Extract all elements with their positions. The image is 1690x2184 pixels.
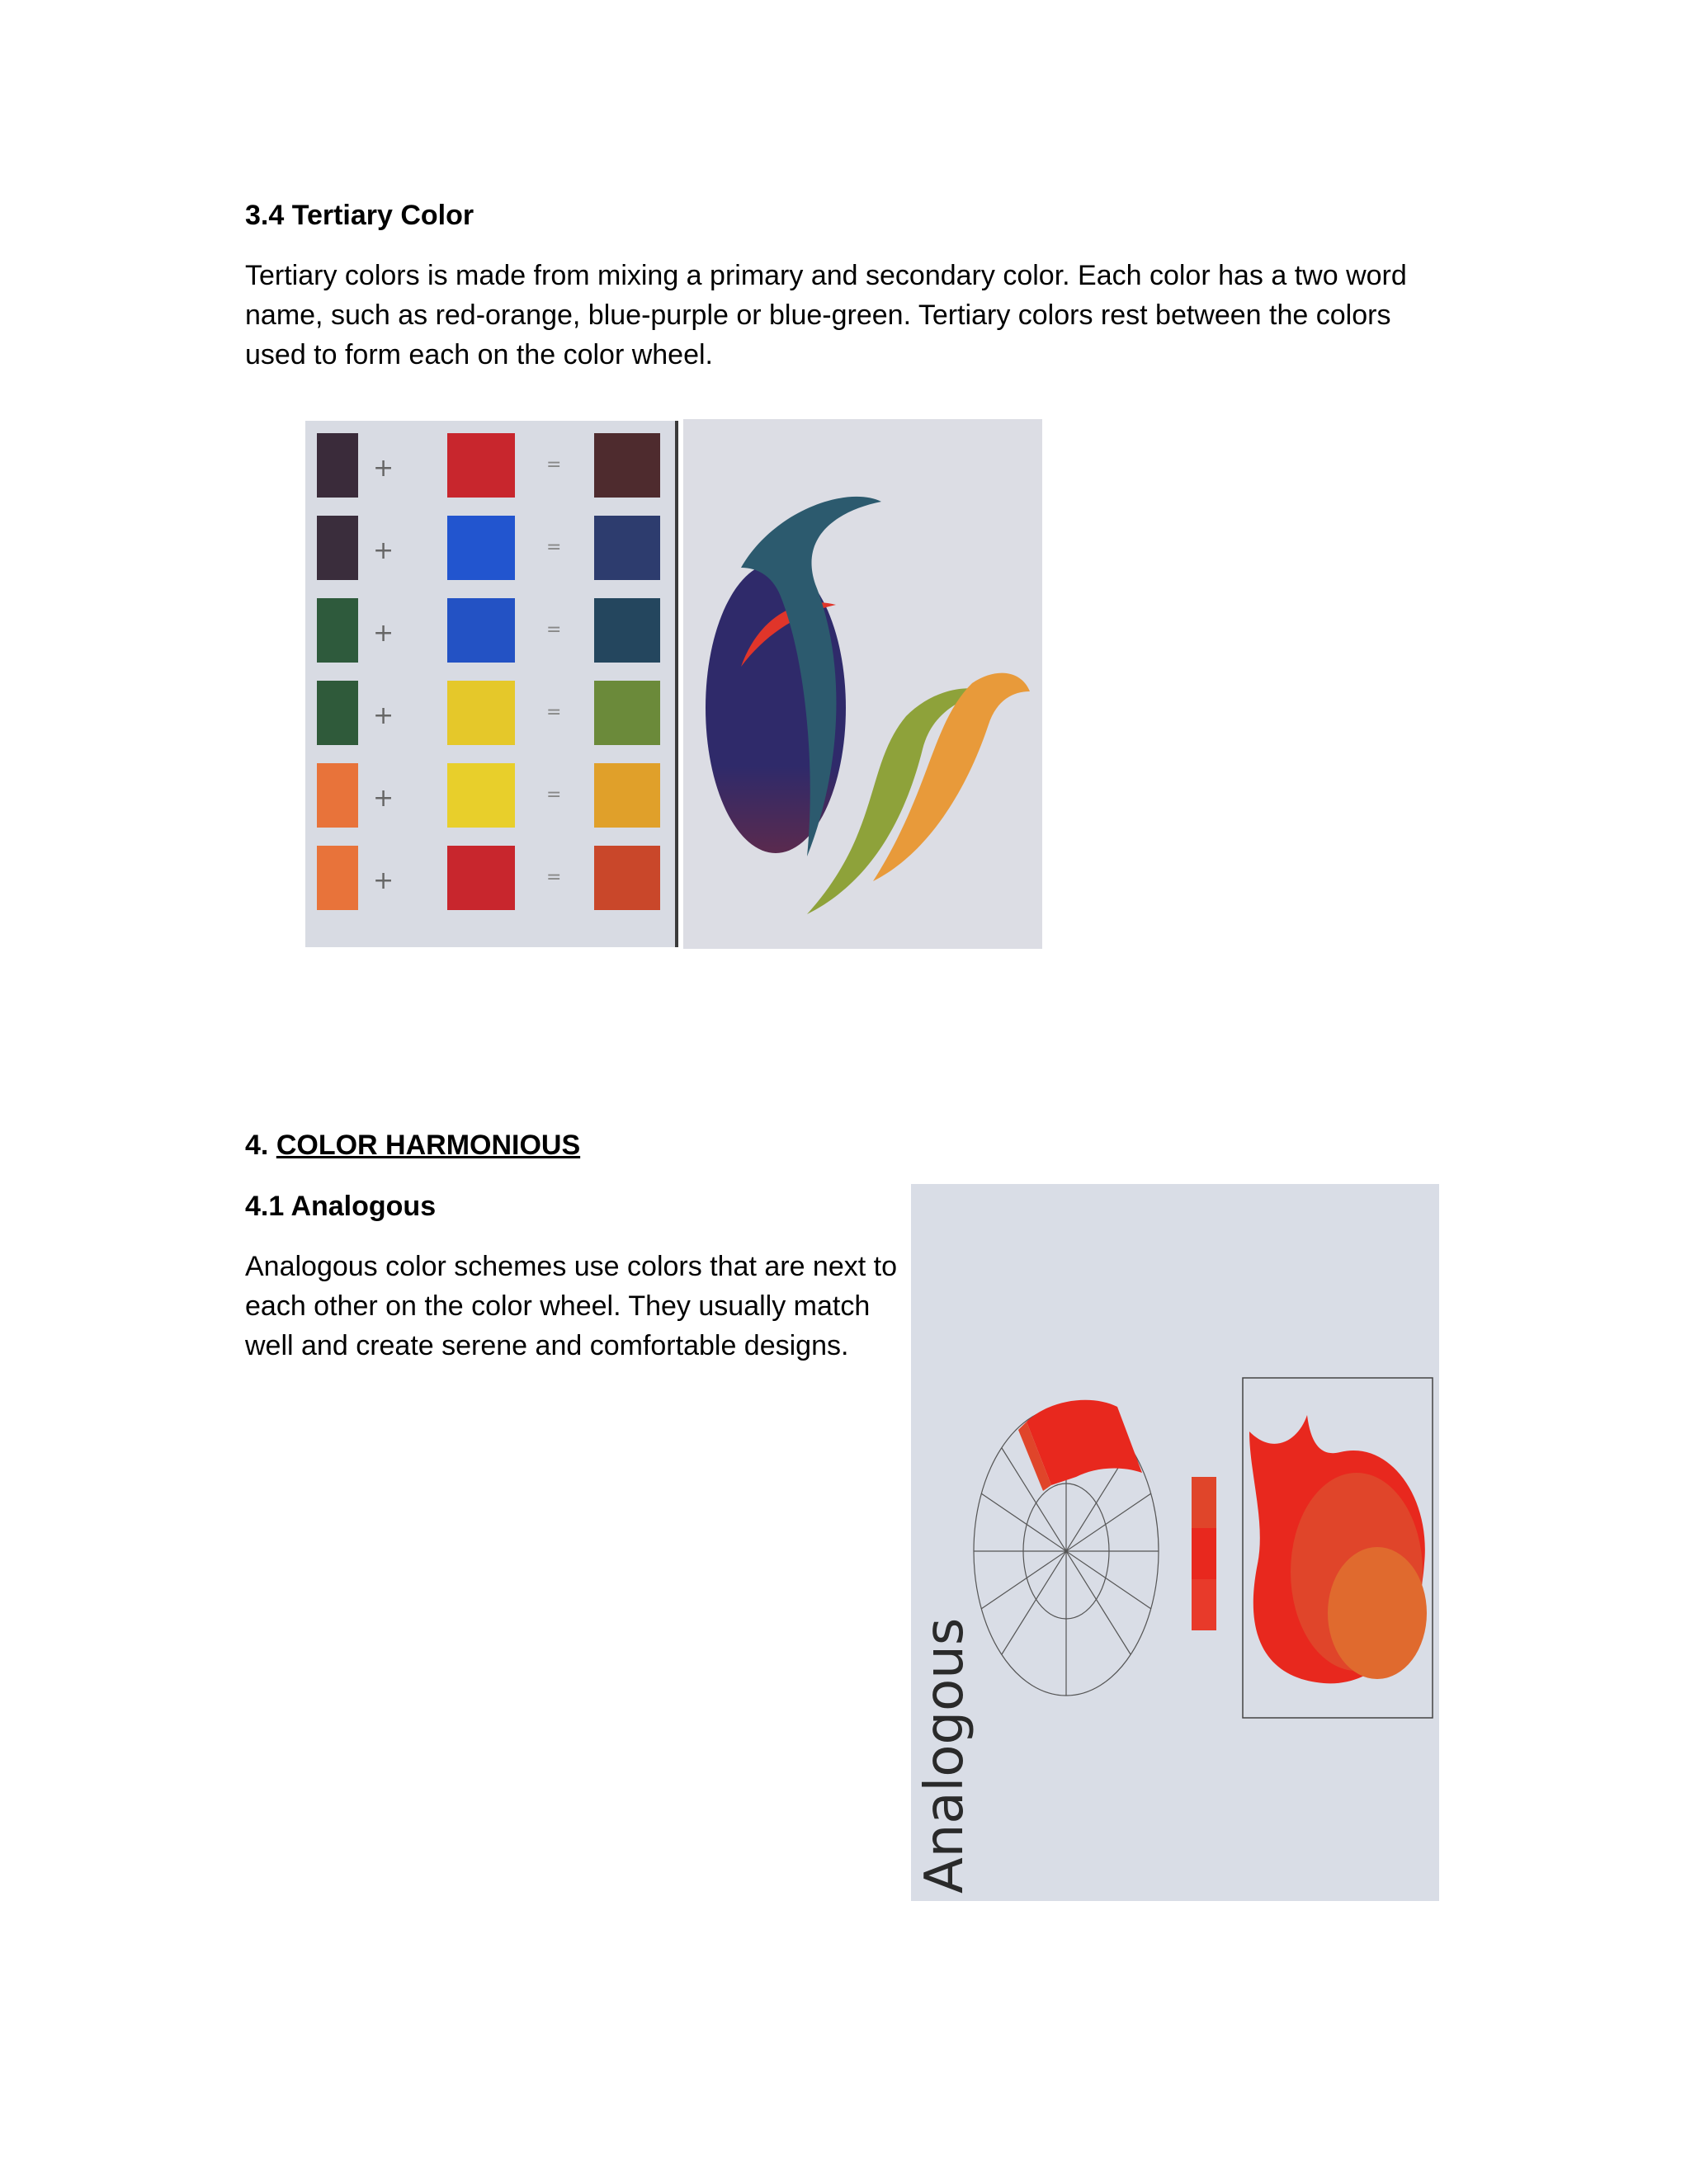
tertiary-artwork-image — [683, 419, 1042, 949]
paragraph-line: Analogous color schemes use colors that are next to — [245, 1251, 897, 1282]
tertiary-mixing-chart-image — [305, 421, 678, 947]
mix-plus-sign: + — [373, 866, 394, 895]
swatch-red-2 — [1192, 1579, 1216, 1630]
swatch-red — [1192, 1528, 1216, 1579]
paragraph-line: used to form each on the color wheel. — [245, 339, 713, 370]
mix-plus-sign: + — [373, 454, 394, 483]
flame-orange — [1328, 1547, 1427, 1679]
mix-plus-sign: + — [373, 536, 394, 565]
mix-equals-sign: = — [546, 455, 562, 475]
mix-swatch-result — [594, 846, 660, 910]
mix-swatch-result — [594, 763, 660, 828]
paragraph-line: well and create serene and comfortable designs. — [245, 1330, 849, 1361]
mixing-chart-svg — [305, 421, 678, 947]
paragraph-line: Tertiary colors is made from mixing a primary and secondary color. Each color has a two word — [245, 260, 1407, 291]
mix-swatch-b — [447, 846, 515, 910]
mix-equals-sign: = — [546, 620, 562, 640]
section-heading-color-harmonious — [245, 1127, 580, 1163]
chart-edge — [675, 421, 678, 947]
mix-swatch-b — [447, 598, 515, 663]
paragraph-line: name, such as red-orange, blue-purple or blue-green. Tertiary colors rest between the colors — [245, 300, 1391, 331]
section-heading-tertiary-color: 3.4 Tertiary Color — [245, 200, 474, 231]
section-heading-analogous: 4.1 Analogous — [245, 1191, 437, 1222]
mix-swatch-a — [317, 433, 358, 498]
mix-swatch-b — [447, 681, 515, 745]
analogous-label: Analogous — [914, 1617, 975, 1894]
section-number: 4. — [245, 1130, 269, 1161]
mix-swatch-a — [317, 516, 358, 580]
mix-swatch-b — [447, 516, 515, 580]
mix-swatch-a — [317, 598, 358, 663]
mix-plus-sign: + — [373, 784, 394, 813]
mix-equals-sign: = — [546, 702, 562, 723]
mix-equals-sign: = — [546, 867, 562, 888]
mix-equals-sign: = — [546, 785, 562, 805]
mix-plus-sign: + — [373, 701, 394, 730]
paragraph-line: each other on the color wheel. They usually match — [245, 1290, 871, 1322]
analogous-artwork-svg — [911, 1184, 1439, 1901]
mix-swatch-result — [594, 433, 660, 498]
mix-swatch-result — [594, 598, 660, 663]
mix-plus-sign: + — [373, 619, 394, 648]
analogous-artwork-image — [911, 1184, 1439, 1901]
mix-swatch-result — [594, 516, 660, 580]
swatch-red-orange — [1192, 1477, 1216, 1528]
mix-swatch-a — [317, 846, 358, 910]
mix-swatch-b — [447, 763, 515, 828]
mix-swatch-a — [317, 681, 358, 745]
mix-swatch-b — [447, 433, 515, 498]
tertiary-artwork-svg — [683, 419, 1042, 949]
mix-equals-sign: = — [546, 537, 562, 558]
mix-swatch-a — [317, 763, 358, 828]
section-title: COLOR HARMONIOUS — [276, 1130, 581, 1161]
mix-swatch-result — [594, 681, 660, 745]
